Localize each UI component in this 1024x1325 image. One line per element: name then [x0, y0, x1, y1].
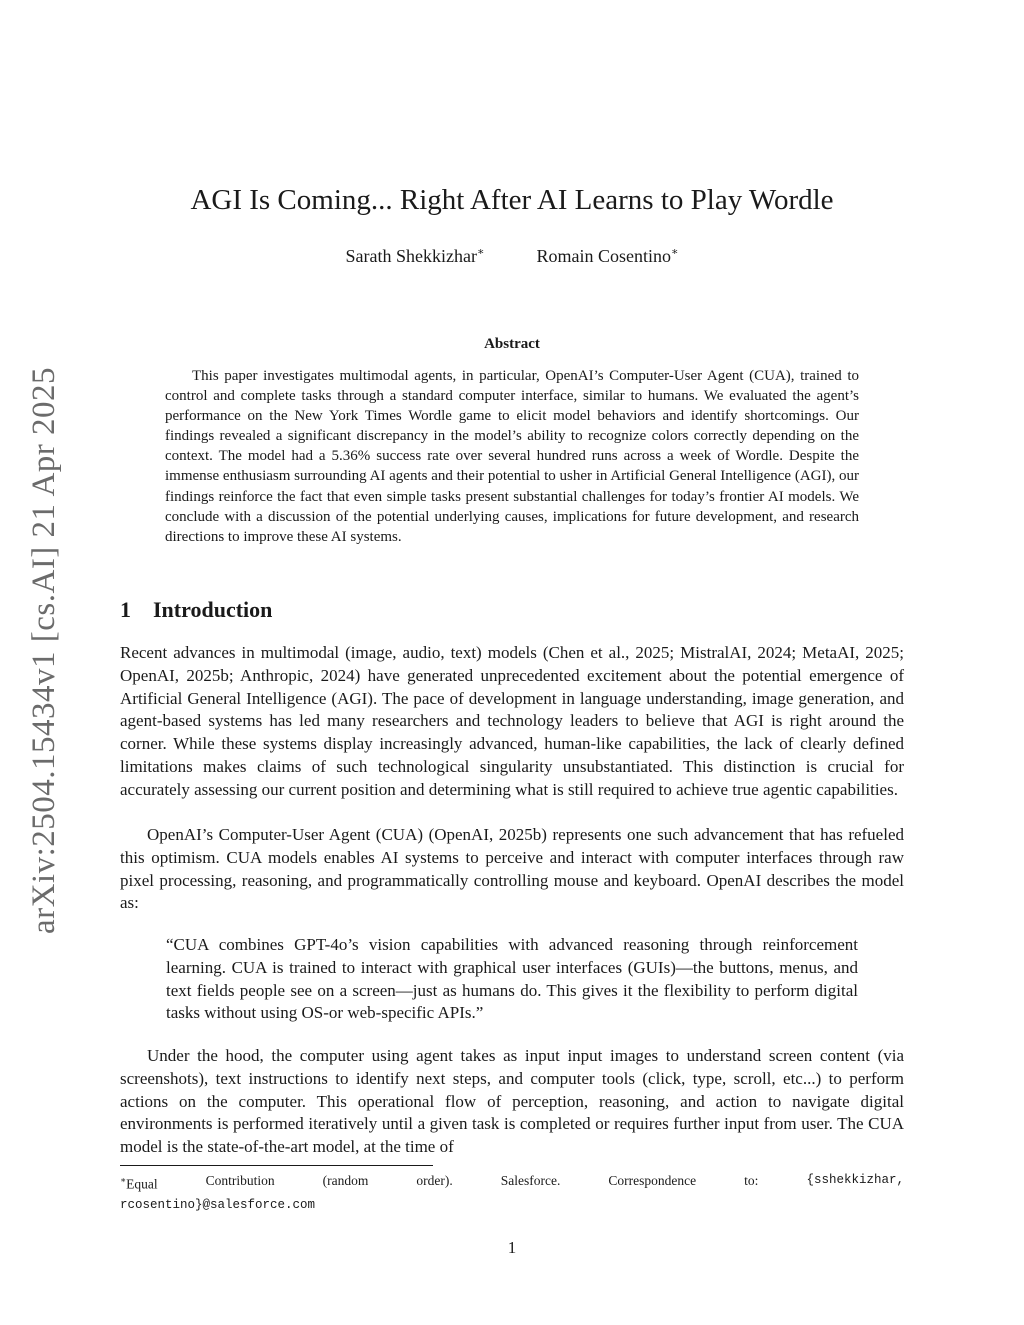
author-2 [536, 245, 678, 267]
intro-paragraph-2: OpenAI’s Computer-User Agent (CUA) (OpenAI, 2025b) represents one such advancement that has refueled this optimism. CUA models enables AI systems to perceive and interact with computer interfaces through raw pixel processing, reasoning, and programmatically controlling mouse and keyboard. OpenAI describes the model as: [120, 825, 904, 913]
footnote [120, 1171, 904, 1215]
author-1-mark: ∗ [477, 246, 485, 258]
footnote-correspondence: Correspondence [608, 1173, 697, 1188]
footnote-affiliation: Salesforce. [500, 1173, 561, 1188]
author-1-name: Sarath Shekkizhar [345, 246, 477, 266]
footnote-to: to: [744, 1173, 759, 1188]
footnote-mark: ∗ [120, 1175, 127, 1185]
footnote-email-part-2: rcosentino}@salesforce.com [120, 1197, 316, 1212]
footnote-email-part-1: {sshekkizhar, [806, 1173, 904, 1187]
abstract-text: This paper investigates multimodal agents, in particular, OpenAI’s Computer-User Agent (CUA), trained to control and complete tasks through a standard computer interface, similar to humans. We evaluated the agent’s performance on the New York Times Wordle game to elicit model behaviors and identify shortcomings. Our findings revealed a significant discrepancy in the model’s ability to recognize colors correctly depending on the context. The model had a 5.36% success rate over several hundred runs across a week of Wordle. Despite the immense enthusiasm surrounding AI agents and their potential to usher in Artificial General Intelligence (AGI), our findings reinforce the fact that even simple tasks present substantial challenges for today’s frontier AI models. We conclude with a discussion of the potential underlying causes, implications for future development, and research directions to improve these AI systems. [165, 368, 859, 545]
footnote-equal-label: Equal [126, 1176, 158, 1192]
author-list [120, 245, 904, 267]
footnote-equal [120, 1171, 158, 1194]
abstract-heading: Abstract [484, 336, 540, 352]
footnote-line-2 [120, 1194, 904, 1215]
footnote-order: order). [416, 1173, 453, 1188]
arxiv-identifier-text: arXiv:2504.15434v1 [cs.AI] 21 Apr 2025 [26, 366, 63, 934]
author-1 [346, 245, 485, 267]
footnote-line-1 [120, 1171, 904, 1194]
section-heading [120, 597, 272, 623]
arxiv-identifier-stamp [12, 360, 78, 940]
page-number: 1 [507, 1238, 517, 1257]
author-2-name: Romain Cosentino [536, 246, 671, 266]
section-title: Introduction [153, 597, 273, 622]
footnote-rule [120, 1165, 433, 1166]
section-number: 1 [120, 597, 131, 622]
footnote-contribution: Contribution [205, 1173, 275, 1188]
intro-paragraph-1: Recent advances in multimodal (image, audio, text) models (Chen et al., 2025; MistralAI, 2024; MetaAI, 2025; OpenAI, 2025b; Anthropic, 2024) have generated unprecedented excitement about the potential emergence of Artificial General Intelligence (AGI). The pace of development in language understanding, image generation, and agent-based systems has led many researchers and technology leaders to believe that AGI is right around the corner. While these systems display increasingly advanced, human-like capabilities, the lack of clearly defined limitations makes claims of such technological singularity unsubstantiated. This distinction is crucial for accurately assessing our current position and determining what is still required to achieve true agentic capabilities. [120, 643, 904, 799]
author-2-mark: ∗ [670, 246, 679, 258]
paper-title: AGI Is Coming... Right After AI Learns to Play Wordle [190, 184, 834, 216]
footnote-random: (random [322, 1173, 369, 1188]
openai-quote: “CUA combines GPT-4o’s vision capabilities with advanced reasoning through reinforcement learning. CUA is trained to interact with graphical user interfaces (GUIs)—the buttons, menus, and text fields people see on a screen—just as humans do. This gives it the flexibility to perform digital tasks without using OS-or web-specific APIs.” [166, 935, 858, 1023]
intro-paragraph-3: Under the hood, the computer using agent takes as input input images to understand screen content (via screenshots), text instructions to identify next steps, and computer tools (click, type, scroll, etc...) to perform actions on the computer. This operational flow of perception, reasoning, and action to navigate digital environments is performed iteratively until a given task is completed or requires further input from user. The CUA model is the state-of-the-art model, at the time of [120, 1046, 904, 1157]
